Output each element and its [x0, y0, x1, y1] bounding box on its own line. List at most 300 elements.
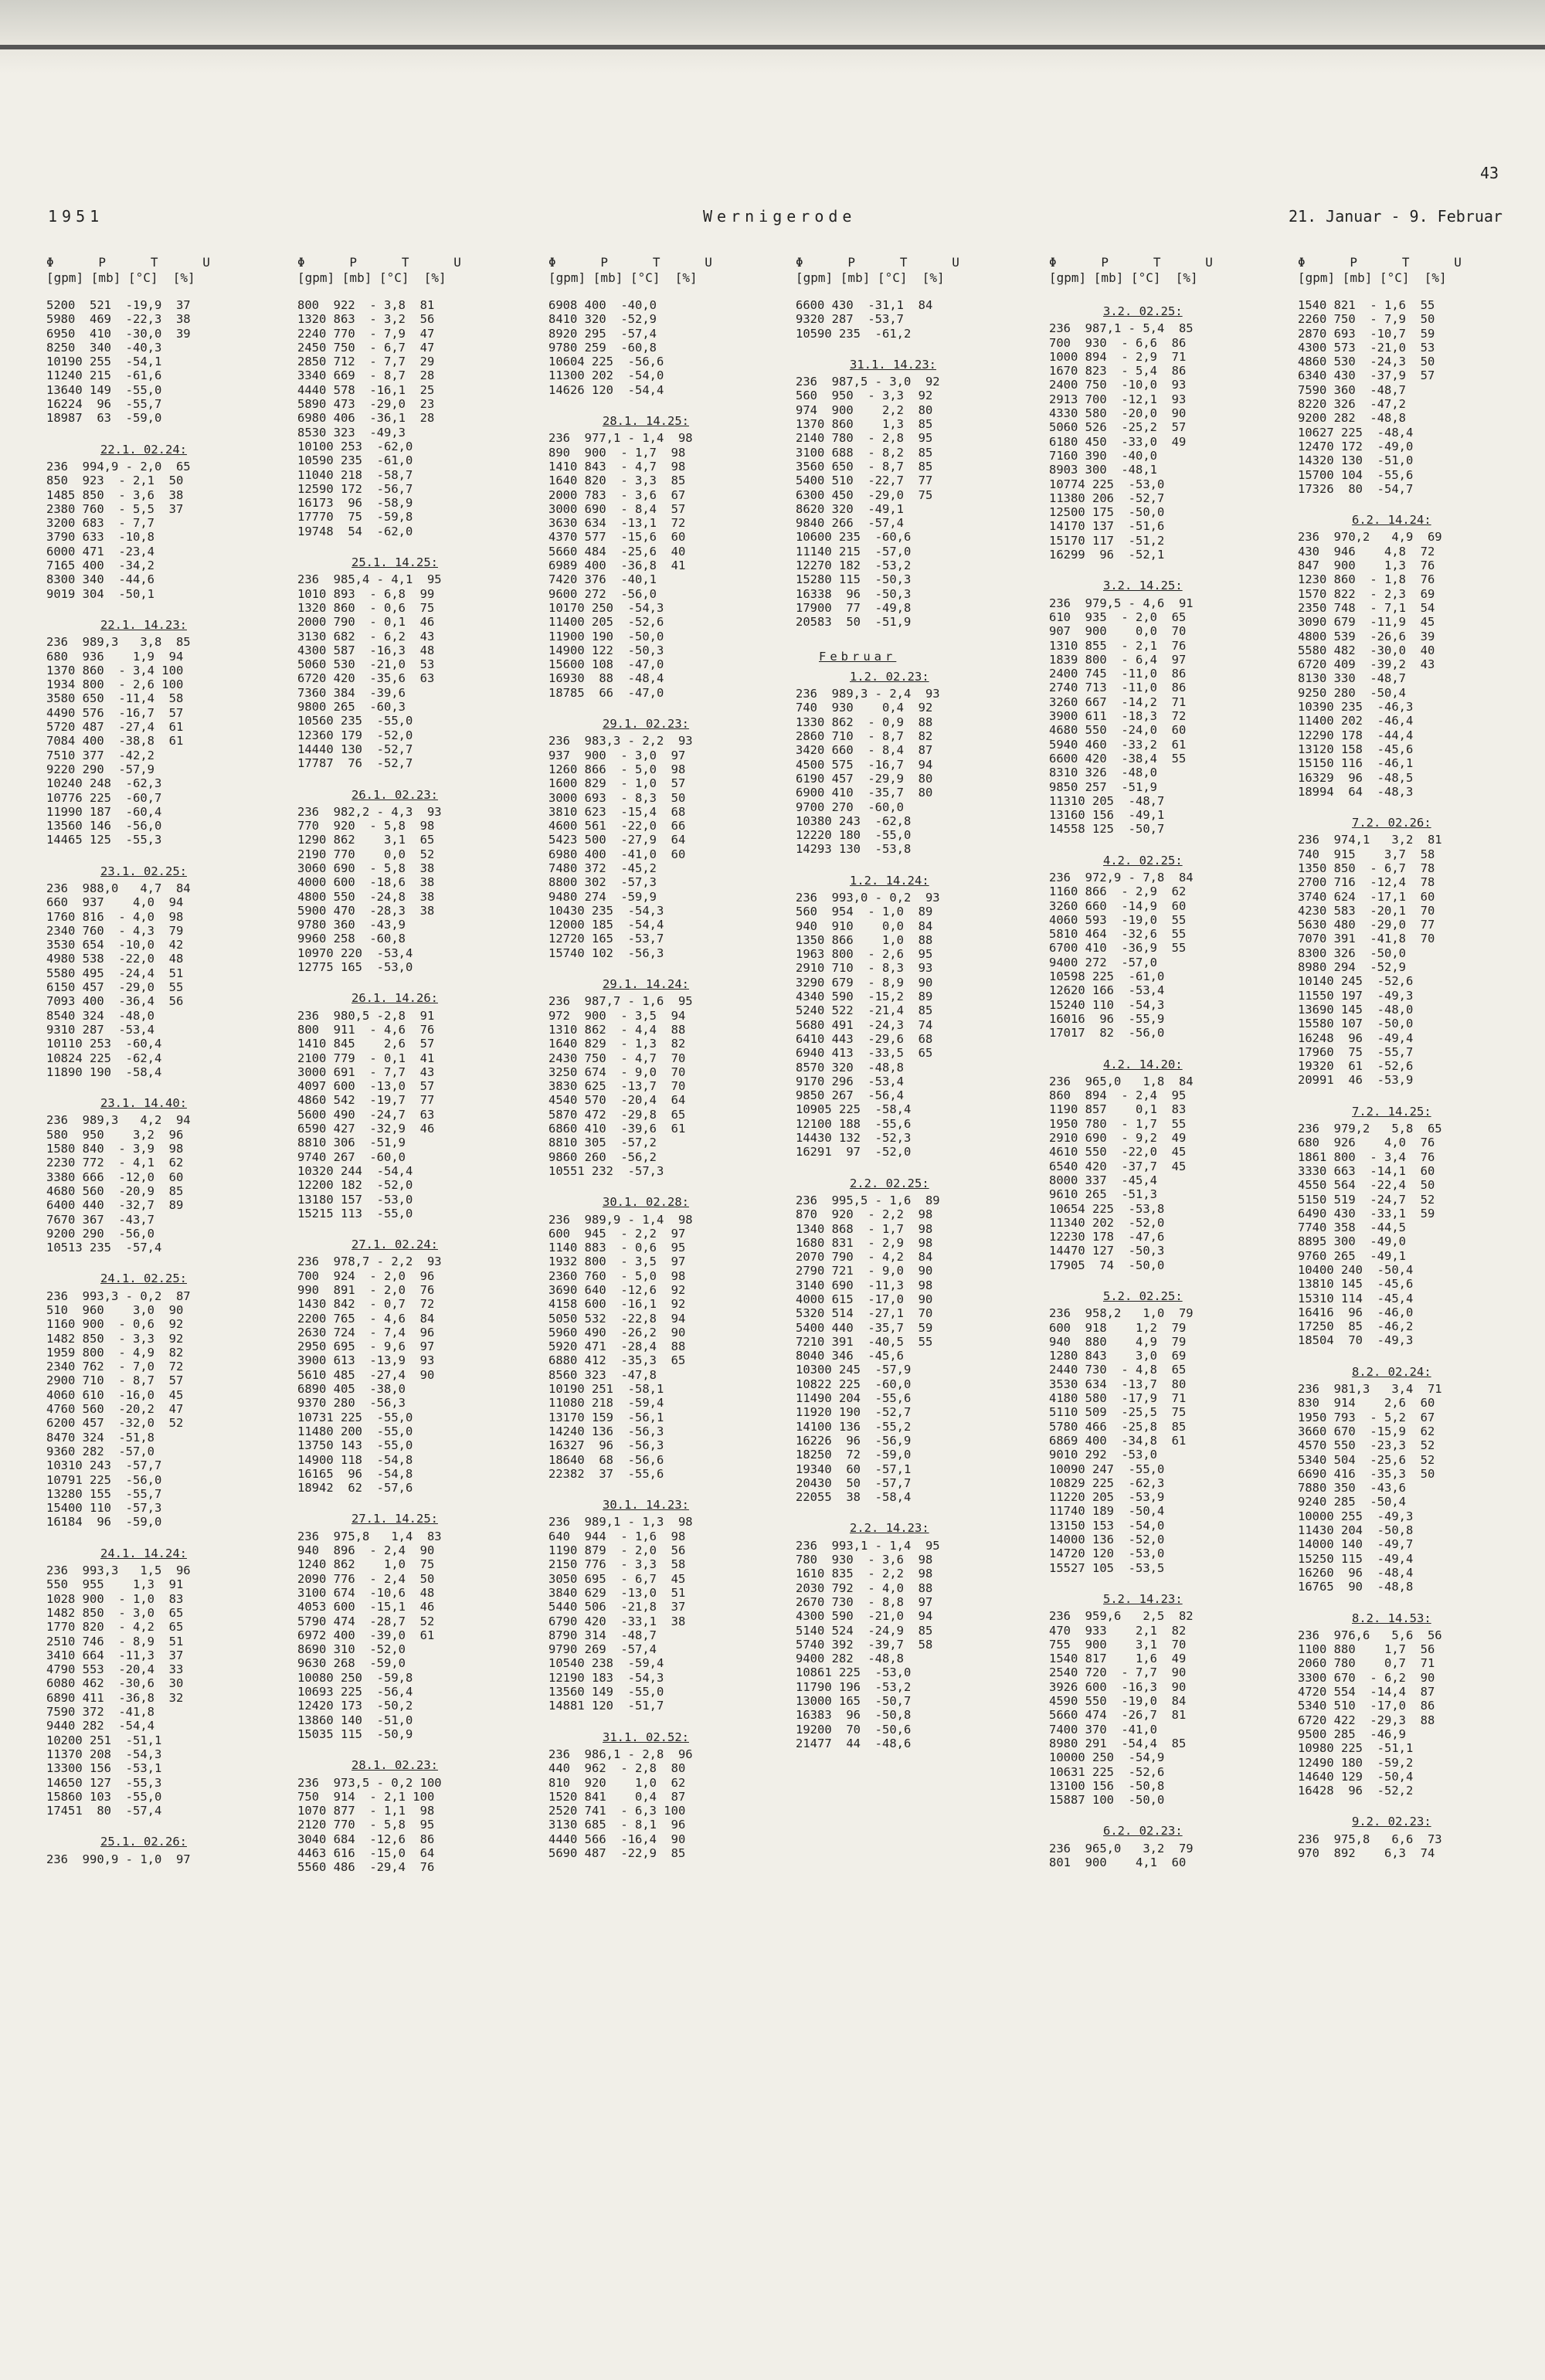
- table-row: 3340 669 - 8,7 28: [297, 368, 435, 383]
- table-row: 11040 218 -58,7: [297, 467, 413, 482]
- table-row: 236 965,0 1,8 84: [1049, 1074, 1194, 1088]
- table-row: 16329 96 -48,5: [1298, 770, 1414, 785]
- table-row: 3300 670 - 6,2 90: [1298, 1670, 1435, 1685]
- table-row: 22382 37 -55,6: [548, 1466, 664, 1481]
- table-row: 6720 409 -39,2 43: [1298, 657, 1435, 672]
- table-row: 1430 842 - 0,7 72: [297, 1297, 435, 1312]
- table-row: 10240 248 -62,3: [46, 776, 162, 791]
- table-row: 2670 730 - 8,8 97: [796, 1594, 933, 1609]
- table-row: 9200 290 -56,0: [46, 1226, 154, 1241]
- table-row: 10170 250 -54,3: [548, 600, 664, 615]
- table-row: 11240 215 -61,6: [46, 368, 162, 383]
- table-row: 10000 250 -54,9: [1049, 1750, 1165, 1765]
- table-row: 6700 410 -36,9 55: [1049, 941, 1187, 956]
- table-row: 10774 225 -53,0: [1049, 477, 1165, 491]
- sounding-title: 26.1. 02.23:: [351, 787, 438, 802]
- table-row: 14900 118 -54,8: [297, 1452, 413, 1467]
- table-row: 4180 580 -17,9 71: [1049, 1391, 1187, 1406]
- table-row: 18640 68 -56,6: [548, 1452, 664, 1467]
- table-row: 770 920 - 5,8 98: [297, 819, 435, 834]
- table-row: 3530 654 -10,0 42: [46, 938, 184, 952]
- table-row: 6940 413 -33,5 65: [796, 1046, 933, 1061]
- table-row: 236 994,9 - 2,0 65: [46, 459, 191, 474]
- table-row: 6080 462 -30,6 30: [46, 1676, 184, 1691]
- table-row: 2913 700 -12,1 93: [1049, 392, 1187, 406]
- sounding-title: 28.1. 02.23:: [351, 1758, 438, 1773]
- table-row: 11920 190 -52,7: [796, 1405, 912, 1420]
- sounding-title: 4.2. 02.25:: [1103, 853, 1183, 867]
- table-row: 236 987,5 - 3,0 92: [796, 375, 940, 389]
- table-row: 4340 590 -15,2 89: [796, 990, 933, 1004]
- table-row: 16291 97 -52,0: [796, 1145, 912, 1159]
- table-row: 236 986,1 - 2,8 96: [548, 1747, 693, 1761]
- table-row: 9200 282 -48,8: [1298, 411, 1406, 426]
- table-row: 5423 500 -27,9 64: [548, 833, 686, 847]
- sounding-title: 1.2. 02.23:: [850, 669, 929, 684]
- table-row: 10000 255 -49,3: [1298, 1509, 1414, 1523]
- table-row: 2070 790 - 4,2 84: [796, 1250, 933, 1265]
- table-row: 2030 792 - 4,0 88: [796, 1580, 933, 1595]
- table-row: 16173 96 -58,9: [297, 496, 413, 511]
- table-row: 8800 302 -57,3: [548, 875, 657, 890]
- table-row: 5610 485 -27,4 90: [297, 1367, 435, 1382]
- table-row: 8980 294 -52,9: [1298, 960, 1406, 975]
- table-row: 6190 457 -29,9 80: [796, 771, 933, 786]
- table-row: 1482 850 - 3,3 92: [46, 1331, 184, 1346]
- table-row: 10970 220 -53,4: [297, 946, 413, 960]
- table-row: 4463 616 -15,0 64: [297, 1845, 435, 1860]
- table-row: 3130 685 - 8,1 96: [548, 1818, 686, 1832]
- table-row: 17250 85 -46,2: [1298, 1319, 1414, 1334]
- table-row: 15860 103 -55,0: [46, 1789, 162, 1804]
- table-row: 5600 490 -24,7 63: [297, 1107, 435, 1122]
- table-row: 3000 690 - 8,4 57: [548, 501, 686, 516]
- table-row: 10822 225 -60,0: [796, 1377, 912, 1391]
- table-row: 2000 783 - 3,6 67: [548, 487, 686, 502]
- table-row: 3740 624 -17,1 60: [1298, 889, 1435, 904]
- table-row: 8220 326 -47,2: [1298, 397, 1406, 412]
- table-row: 9780 360 -43,9: [297, 918, 406, 932]
- table-row: 12230 178 -47,6: [1049, 1230, 1165, 1244]
- sounding-title: 23.1. 14.40:: [100, 1096, 187, 1111]
- table-row: 236 975,8 6,6 73: [1298, 1832, 1442, 1846]
- table-row: 7740 358 -44,5: [1298, 1221, 1406, 1235]
- table-row: 14320 130 -51,0: [1298, 453, 1414, 468]
- table-row: 13560 146 -56,0: [46, 819, 162, 834]
- table-row: 13180 157 -53,0: [297, 1192, 413, 1207]
- page-number: 43: [1480, 164, 1499, 182]
- table-row: 16299 96 -52,1: [1049, 548, 1165, 562]
- table-row: 3090 679 -11,9 45: [1298, 615, 1435, 630]
- table-row: 12775 165 -53,0: [297, 960, 413, 975]
- table-row: 2860 710 - 8,7 82: [796, 729, 933, 744]
- table-row: 8130 330 -48,7: [1298, 671, 1406, 686]
- table-row: 6720 420 -35,6 63: [297, 671, 435, 686]
- table-row: 1140 883 - 0,6 95: [548, 1241, 686, 1255]
- table-row: 12360 179 -52,0: [297, 728, 413, 742]
- table-row: 12470 172 -49,0: [1298, 439, 1414, 453]
- table-row: 14900 122 -50,3: [548, 643, 664, 657]
- table-row: 14000 136 -52,0: [1049, 1533, 1165, 1547]
- table-row: 10693 225 -56,4: [297, 1685, 413, 1699]
- table-row: 5050 532 -22,8 94: [548, 1311, 686, 1326]
- table-row: 1640 820 - 3,3 85: [548, 474, 686, 488]
- table-row: 11900 190 -50,0: [548, 629, 664, 643]
- table-row: 4860 530 -24,3 50: [1298, 355, 1435, 369]
- table-row: 3130 682 - 6,2 43: [297, 629, 435, 643]
- table-row: 236 975,8 1,4 83: [297, 1529, 442, 1543]
- table-row: 1760 816 - 4,0 98: [46, 909, 184, 924]
- table-row: 974 900 2,2 80: [796, 402, 933, 417]
- table-row: 1028 900 - 1,0 83: [46, 1591, 184, 1606]
- table-row: 8895 300 -49,0: [1298, 1234, 1406, 1249]
- table-row: 5920 471 -28,4 88: [548, 1339, 686, 1354]
- table-row: 7480 372 -45,2: [548, 861, 657, 875]
- table-row: 7160 390 -40,0: [1049, 448, 1157, 463]
- table-row: 6860 410 -39,6 61: [548, 1122, 686, 1136]
- table-row: 1310 862 - 4,4 88: [548, 1022, 686, 1037]
- table-row: 15310 114 -45,4: [1298, 1291, 1414, 1305]
- table-row: 680 926 4,0 76: [1298, 1136, 1435, 1150]
- table-row: 1482 850 - 3,0 65: [46, 1605, 184, 1620]
- table-row: 236 987,7 - 1,6 95: [548, 994, 693, 1009]
- table-row: 1370 860 1,3 85: [796, 417, 933, 432]
- table-row: 560 950 - 3,3 92: [796, 389, 933, 403]
- table-row: 801 900 4,1 60: [1049, 1855, 1187, 1869]
- table-row: 15740 102 -56,3: [548, 946, 664, 960]
- table-row: 6908 400 -40,0: [548, 298, 657, 312]
- table-row: 10590 235 -61,2: [796, 326, 912, 341]
- table-row: 6880 412 -35,3 65: [548, 1353, 686, 1368]
- table-row: 9250 280 -50,4: [1298, 685, 1406, 700]
- table-row: 11430 204 -50,8: [1298, 1523, 1414, 1538]
- table-row: 600 945 - 2,2 97: [548, 1226, 686, 1241]
- table-row: 11490 204 -55,6: [796, 1391, 912, 1406]
- sounding-title: 9.2. 02.23:: [1352, 1815, 1431, 1829]
- table-row: 1640 829 - 1,3 82: [548, 1037, 686, 1051]
- table-row: 236 987,1 - 5,4 85: [1049, 321, 1194, 336]
- sounding-title: 7.2. 14.25:: [1352, 1104, 1431, 1119]
- table-row: 10200 251 -51,1: [46, 1733, 162, 1747]
- table-row: 8250 340 -40,3: [46, 340, 162, 355]
- table-row: 3060 690 - 5,8 38: [297, 861, 435, 875]
- data-column-6: [1298, 255, 1545, 1871]
- table-row: 16165 96 -54,8: [297, 1466, 413, 1481]
- table-row: 6600 420 -38,4 55: [1049, 751, 1187, 766]
- table-row: 14000 140 -49,7: [1298, 1537, 1414, 1552]
- table-row: 236 989,1 - 1,3 98: [548, 1515, 693, 1530]
- table-row: 6340 430 -37,9 57: [1298, 368, 1435, 383]
- table-row: 9850 257 -51,9: [1049, 779, 1157, 794]
- table-row: 4300 587 -16,3 48: [297, 643, 435, 657]
- table-row: 18504 70 -49,3: [1298, 1333, 1414, 1348]
- table-row: 5140 524 -24,9 85: [796, 1623, 933, 1638]
- table-row: 5200 521 -19,9 37: [46, 298, 191, 312]
- table-row: 236 995,5 - 1,6 89: [796, 1193, 940, 1207]
- table-row: 13120 158 -45,6: [1298, 742, 1414, 756]
- table-row: 2440 730 - 4,8 65: [1049, 1363, 1187, 1377]
- table-row: 2740 713 -11,0 86: [1049, 681, 1187, 695]
- sounding-title: 30.1. 02.28:: [603, 1195, 689, 1210]
- table-row: 17905 74 -50,0: [1049, 1258, 1165, 1272]
- table-row: 4720 554 -14,4 87: [1298, 1685, 1435, 1699]
- sounding-title: 28.1. 14.25:: [603, 414, 689, 429]
- sounding-title: 4.2. 14.20:: [1103, 1057, 1183, 1071]
- data-column-4: [796, 255, 1047, 1761]
- table-row: 13810 145 -45,6: [1298, 1277, 1414, 1292]
- table-row: 236 979,2 5,8 65: [1298, 1122, 1442, 1136]
- table-row: 12220 180 -55,0: [796, 828, 912, 843]
- table-row: 19200 70 -50,6: [796, 1722, 912, 1737]
- table-row: 5790 474 -28,7 52: [297, 1614, 435, 1628]
- table-row: 1520 841 0,4 87: [548, 1789, 686, 1804]
- table-row: 1610 835 - 2,2 98: [796, 1567, 933, 1581]
- table-row: 3530 634 -13,7 80: [1049, 1377, 1187, 1391]
- table-row: 10190 255 -54,1: [46, 355, 162, 369]
- table-row: 9400 272 -57,0: [1049, 955, 1157, 969]
- year: 1951: [48, 207, 104, 226]
- table-row: 10540 238 -59,4: [548, 1656, 664, 1671]
- table-row: 10731 225 -55,0: [297, 1410, 413, 1424]
- table-row: 3260 660 -14,9 60: [1049, 898, 1187, 913]
- table-row: 15170 117 -51,2: [1049, 533, 1165, 548]
- page-header: [0, 207, 1545, 230]
- table-row: 3260 667 -14,2 71: [1049, 694, 1187, 709]
- column-header: [1298, 255, 1545, 298]
- table-row: 10590 235 -61,0: [297, 453, 413, 468]
- table-row: 12200 182 -52,0: [297, 1178, 413, 1193]
- table-row: 6540 420 -37,7 45: [1049, 1159, 1187, 1173]
- table-row: 2950 695 - 9,6 97: [297, 1339, 435, 1354]
- table-row: 6300 450 -29,0 75: [796, 487, 933, 502]
- table-row: 580 950 3,2 96: [46, 1127, 184, 1142]
- table-row: 700 930 - 6,6 86: [1049, 335, 1187, 350]
- table-row: 3200 683 - 7,7: [46, 516, 154, 531]
- table-row: 2000 790 - 0,1 46: [297, 615, 435, 630]
- scan-edge: [0, 45, 1545, 49]
- table-row: 6200 457 -32,0 52: [46, 1416, 184, 1431]
- table-row: 1861 800 - 3,4 76: [1298, 1149, 1435, 1164]
- table-row: 1839 800 - 6,4 97: [1049, 652, 1187, 667]
- table-row: 2450 750 - 6,7 47: [297, 340, 435, 355]
- table-row: 16338 96 -50,3: [796, 586, 912, 601]
- table-row: 14100 136 -55,2: [796, 1419, 912, 1434]
- table-row: 11740 189 -50,4: [1049, 1504, 1165, 1519]
- data-column-5: [1049, 255, 1300, 1880]
- table-row: 6600 430 -31,1 84: [796, 298, 933, 312]
- table-row: 3790 633 -10,8: [46, 530, 154, 545]
- month-title: Februar: [819, 649, 897, 664]
- table-row: 1410 845 2,6 57: [297, 1037, 435, 1051]
- sounding-title: 25.1. 14.25:: [351, 555, 438, 570]
- table-row: 13280 155 -55,7: [46, 1486, 162, 1501]
- table-row: 2240 770 - 7,9 47: [297, 326, 435, 341]
- sounding-title: 24.1. 02.25:: [100, 1271, 187, 1286]
- table-row: 1370 860 - 3,4 100: [46, 663, 184, 677]
- table-row: 3100 674 -10,6 48: [297, 1585, 435, 1600]
- table-row: 4500 575 -16,7 94: [796, 757, 933, 772]
- table-row: 6690 416 -35,3 50: [1298, 1466, 1435, 1481]
- table-row: 13160 156 -49,1: [1049, 808, 1165, 823]
- table-row: 10791 225 -56,0: [46, 1472, 162, 1487]
- table-row: 740 915 3,7 58: [1298, 847, 1435, 861]
- table-row: 2120 770 - 5,8 95: [297, 1818, 435, 1832]
- table-row: 3100 688 - 8,2 85: [796, 445, 933, 460]
- sounding-title: 29.1. 02.23:: [603, 717, 689, 732]
- sounding-title: 31.1. 02.52:: [603, 1730, 689, 1744]
- table-row: 236 993,0 - 0,2 93: [796, 890, 940, 905]
- table-row: 3410 664 -11,3 37: [46, 1648, 184, 1662]
- table-row: 10598 225 -61,0: [1049, 969, 1165, 984]
- table-row: 4060 593 -19,0 55: [1049, 912, 1187, 927]
- table-row: 1410 843 - 4,7 98: [548, 459, 686, 474]
- table-row: 17017 82 -56,0: [1049, 1026, 1165, 1041]
- table-row: 2150 776 - 3,3 58: [548, 1557, 686, 1572]
- table-row: 9170 296 -53,4: [796, 1074, 904, 1088]
- table-row: 12270 182 -53,2: [796, 559, 912, 573]
- table-row: 10100 253 -62,0: [297, 439, 413, 453]
- table-row: 2700 716 -12,4 78: [1298, 875, 1435, 890]
- table-row: 15700 104 -55,6: [1298, 467, 1414, 482]
- table-row: 11380 206 -52,7: [1049, 491, 1165, 505]
- table-row: 10300 245 -57,9: [796, 1363, 912, 1377]
- table-row: 8920 295 -57,4: [548, 326, 657, 341]
- table-row: 7670 367 -43,7: [46, 1212, 154, 1227]
- table-row: 9360 282 -57,0: [46, 1444, 154, 1458]
- table-row: 13300 156 -53,1: [46, 1761, 162, 1776]
- sounding-title: 1.2. 14.24:: [850, 873, 929, 888]
- table-row: 5660 474 -26,7 81: [1049, 1708, 1187, 1723]
- table-row: 2870 693 -10,7 59: [1298, 326, 1435, 341]
- table-row: 236 980,5 -2,8 91: [297, 1008, 435, 1023]
- table-row: 15240 110 -54,3: [1049, 997, 1165, 1012]
- table-row: 6980 400 -41,0 60: [548, 847, 686, 861]
- table-row: 9310 287 -53,4: [46, 1022, 154, 1037]
- table-row: 13690 145 -48,0: [1298, 1002, 1414, 1017]
- table-row: 1330 862 - 0,9 88: [796, 715, 933, 729]
- table-row: 16224 96 -55,7: [46, 397, 162, 412]
- table-row: 10631 225 -52,6: [1049, 1764, 1165, 1779]
- table-row: 970 892 6,3 74: [1298, 1845, 1435, 1860]
- table-row: 236 976,6 5,6 56: [1298, 1628, 1442, 1642]
- table-row: 16416 96 -46,0: [1298, 1305, 1414, 1319]
- table-row: 1680 831 - 2,9 98: [796, 1235, 933, 1250]
- sounding-title: 2.2. 02.25:: [850, 1176, 929, 1190]
- table-row: 11140 215 -57,0: [796, 544, 912, 559]
- station-name: Wernigerode: [703, 207, 857, 226]
- table-row: 6180 450 -33,0 49: [1049, 434, 1187, 449]
- table-row: 13750 143 -55,0: [297, 1438, 413, 1453]
- table-row: 18250 72 -59,0: [796, 1448, 912, 1462]
- table-row: 236 993,3 1,5 96: [46, 1563, 191, 1578]
- table-row: 9780 259 -60,8: [548, 340, 657, 355]
- sounding-title: 27.1. 14.25:: [351, 1512, 438, 1526]
- table-row: 10980 225 -51,1: [1298, 1741, 1414, 1756]
- table-row: 11790 196 -53,2: [796, 1679, 912, 1694]
- table-row: 6720 422 -29,3 88: [1298, 1713, 1435, 1727]
- data-column-3: [548, 255, 800, 1871]
- column-header: [548, 255, 800, 298]
- table-row: 4440 566 -16,4 90: [548, 1832, 686, 1846]
- table-row: 4610 550 -22,0 45: [1049, 1145, 1187, 1159]
- table-row: 890 900 - 1,7 98: [548, 445, 686, 460]
- date-range: 21. Januar - 9. Februar: [1289, 207, 1503, 226]
- table-row: 4300 573 -21,0 53: [1298, 340, 1435, 355]
- table-row: 236 981,3 3,4 71: [1298, 1382, 1442, 1397]
- table-row: 5740 392 -39,7 58: [796, 1637, 933, 1652]
- table-row: 5900 470 -28,3 38: [297, 903, 435, 918]
- table-row: 8570 320 -48,8: [796, 1060, 904, 1075]
- table-row: 9610 265 -51,3: [1049, 1187, 1157, 1202]
- column-units: [gpm] [mb] [°C] [%]: [796, 270, 945, 285]
- table-row: 10400 240 -50,4: [1298, 1263, 1414, 1277]
- table-row: 5580 482 -30,0 40: [1298, 643, 1435, 657]
- column-symbols: Φ P T U: [548, 255, 712, 270]
- table-row: 4440 578 -16,1 25: [297, 382, 435, 397]
- table-row: 12720 165 -53,7: [548, 932, 664, 946]
- table-row: 13100 156 -50,8: [1049, 1778, 1165, 1793]
- table-row: 9850 267 -56,4: [796, 1088, 904, 1103]
- table-row: 6869 400 -34,8 61: [1049, 1433, 1187, 1448]
- table-row: 15250 115 -49,4: [1298, 1551, 1414, 1566]
- table-row: 2100 779 - 0,1 41: [297, 1051, 435, 1065]
- table-row: 236 973,5 - 0,2 100: [297, 1775, 442, 1790]
- table-row: 10829 225 -62,3: [1049, 1475, 1165, 1490]
- table-row: 7360 384 -39,6: [297, 685, 406, 700]
- table-row: 5060 530 -21,0 53: [297, 657, 435, 672]
- table-row: 13170 159 -56,1: [548, 1410, 664, 1424]
- table-row: 14170 137 -51,6: [1049, 519, 1165, 534]
- table-row: 1160 900 - 0,6 92: [46, 1317, 184, 1332]
- table-row: 1160 866 - 2,9 62: [1049, 884, 1187, 899]
- table-row: 550 955 1,3 91: [46, 1577, 184, 1592]
- table-row: 9010 292 -53,0: [1049, 1448, 1157, 1462]
- sounding-title: 6.2. 14.24:: [1352, 513, 1431, 528]
- table-row: 9480 274 -59,9: [548, 889, 657, 904]
- table-row: 14720 120 -53,0: [1049, 1546, 1165, 1561]
- sounding-title: 7.2. 02.26:: [1352, 816, 1431, 830]
- table-row: 5720 487 -27,4 61: [46, 720, 184, 735]
- table-row: 4053 600 -15,1 46: [297, 1600, 435, 1614]
- table-row: 4000 600 -18,6 38: [297, 875, 435, 890]
- table-row: 236 965,0 3,2 79: [1049, 1841, 1194, 1855]
- table-row: 236 982,2 - 4,3 93: [297, 804, 442, 819]
- table-row: 22055 38 -58,4: [796, 1490, 912, 1505]
- table-row: 14558 125 -50,7: [1049, 822, 1165, 837]
- column-units: [gpm] [mb] [°C] [%]: [1049, 270, 1198, 285]
- table-row: 4490 576 -16,7 57: [46, 705, 184, 720]
- table-row: 10140 245 -52,6: [1298, 974, 1414, 989]
- table-row: 12490 180 -59,2: [1298, 1755, 1414, 1770]
- table-row: 9019 304 -50,1: [46, 586, 154, 601]
- table-row: 6000 471 -23,4: [46, 544, 154, 559]
- sounding-title: 26.1. 14.26:: [351, 991, 438, 1006]
- table-row: 6590 427 -32,9 46: [297, 1122, 435, 1136]
- table-row: 3690 640 -12,6 92: [548, 1283, 686, 1297]
- table-row: 4800 550 -24,8 38: [297, 889, 435, 904]
- table-row: 440 962 - 2,8 80: [548, 1761, 686, 1776]
- table-row: 5400 510 -22,7 77: [796, 474, 933, 488]
- sounding-title: 3.2. 14.25:: [1103, 579, 1183, 593]
- table-row: 5870 472 -29,8 65: [548, 1107, 686, 1122]
- table-row: 9400 282 -48,8: [796, 1652, 904, 1666]
- table-row: 2380 760 - 5,5 37: [46, 501, 184, 516]
- table-row: 20583 50 -51,9: [796, 615, 912, 630]
- table-row: 5400 440 -35,7 59: [796, 1320, 933, 1335]
- table-row: 1100 880 1,7 56: [1298, 1642, 1435, 1657]
- column-symbols: Φ P T U: [796, 255, 959, 270]
- table-row: 700 924 - 2,0 96: [297, 1268, 435, 1283]
